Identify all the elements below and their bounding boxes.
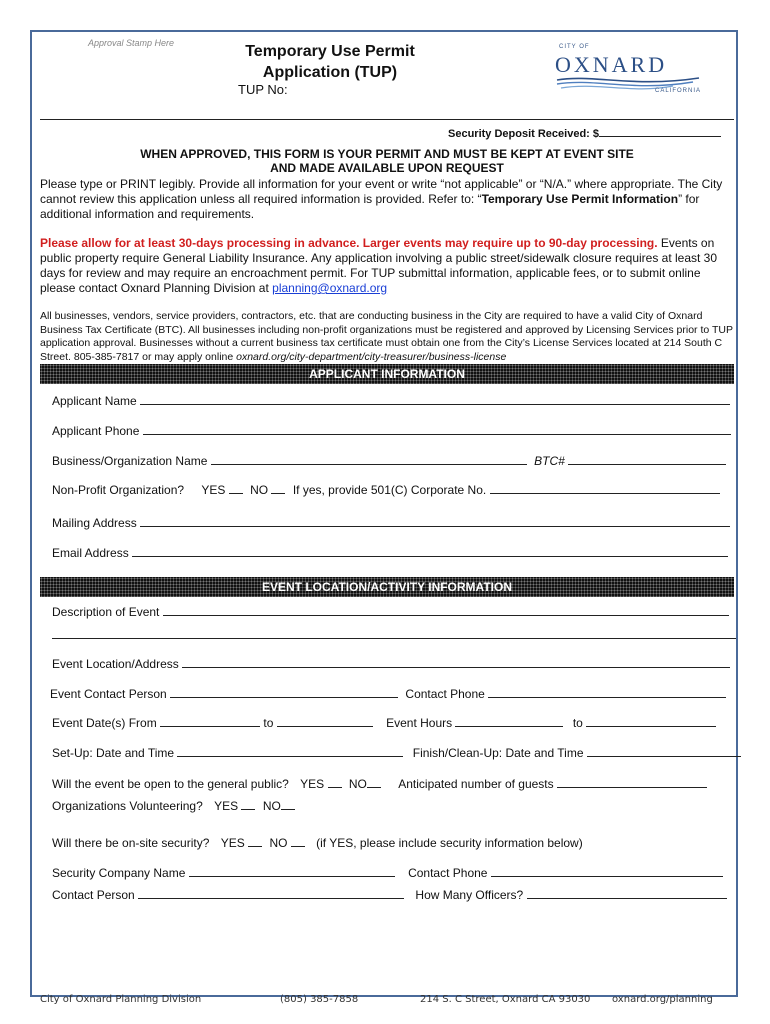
security-no-label: NO <box>269 836 288 850</box>
event-location-row <box>52 657 730 671</box>
corporate-number-label: If yes, provide 501(C) Corporate No. <box>292 483 487 497</box>
open-public-yes-label: YES <box>300 777 325 791</box>
applicant-name-label: Applicant Name <box>52 394 137 408</box>
event-hours-to-field[interactable] <box>586 716 716 727</box>
business-tax-paragraph <box>40 310 734 364</box>
btc-label: BTC# <box>534 454 565 468</box>
event-contact-phone-label: Contact Phone <box>405 687 485 701</box>
email-address-field[interactable] <box>132 546 728 557</box>
mailing-address-label: Mailing Address <box>52 516 137 530</box>
applicant-phone-row <box>52 424 731 438</box>
header-divider <box>40 119 734 120</box>
intro-reference: Temporary Use Permit Information <box>481 192 679 206</box>
guests-field[interactable] <box>557 777 707 788</box>
event-info-banner: EVENT LOCATION/ACTIVITY INFORMATION <box>40 577 734 597</box>
approval-stamp-label: Approval Stamp Here <box>88 38 175 48</box>
event-description-label: Description of Event <box>52 605 160 619</box>
email-address-label: Email Address <box>52 546 129 560</box>
processing-text: Events on public property require General Liability Insurance. Any application involving a public street/sidewalk closure requires at least 30 days for review and may require an encroachment permit. For TUP submittal information, applicable fees, or to submit online please contact Oxnard Planning Division at <box>40 236 718 295</box>
event-location-label: Event Location/Address <box>52 657 179 671</box>
applicant-phone-label: Applicant Phone <box>52 424 140 438</box>
organization-field[interactable] <box>211 454 527 465</box>
event-location-field[interactable] <box>182 657 730 668</box>
intro-text-b: ” for additional information and requirements. <box>40 192 700 221</box>
volunteering-no-label: NO <box>262 799 281 813</box>
email-address-row <box>52 546 728 560</box>
nonprofit-yes-label: YES <box>201 483 226 497</box>
footer-organization: City of Oxnard Planning Division <box>40 994 202 1005</box>
event-hours-label: Event Hours <box>386 716 453 730</box>
event-date-to-field[interactable] <box>277 716 373 727</box>
event-hours-to-label: to <box>572 716 583 730</box>
volunteering-yes-label: YES <box>214 799 239 813</box>
planning-email-link[interactable]: planning@oxnard.org <box>272 281 388 295</box>
security-company-row <box>52 866 723 880</box>
security-deposit-field[interactable] <box>448 126 721 140</box>
security-contact-phone-field[interactable] <box>491 866 723 877</box>
security-company-label: Security Company Name <box>52 866 186 880</box>
open-public-no-label: NO <box>348 777 367 791</box>
event-contact-row <box>50 687 726 701</box>
security-contact-phone-label: Contact Phone <box>408 866 488 880</box>
tup-number-label: TUP No: <box>238 82 288 97</box>
event-hours-from-field[interactable] <box>455 716 563 727</box>
security-no-field[interactable] <box>291 836 305 847</box>
nonprofit-no-field[interactable] <box>271 483 285 494</box>
security-note: (if YES, please include security information below) <box>316 836 583 850</box>
title-line-1: Temporary Use Permit <box>245 43 415 60</box>
event-date-from-field[interactable] <box>160 716 260 727</box>
event-dates-from-label: Event Date(s) From <box>52 716 157 730</box>
security-yes-label: YES <box>220 836 245 850</box>
nonprofit-label: Non-Profit Organization? <box>52 483 185 497</box>
intro-paragraph <box>40 177 734 222</box>
open-public-yes-field[interactable] <box>328 777 342 788</box>
footer-address: 214 S. C Street, Oxnard CA 93030 <box>420 994 591 1005</box>
officers-label: How Many Officers? <box>415 888 524 902</box>
setup-row <box>52 746 741 760</box>
organization-label: Business/Organization Name <box>52 454 208 468</box>
open-public-no-field[interactable] <box>367 777 381 788</box>
oxnard-logo <box>553 44 703 104</box>
business-license-link[interactable]: oxnard.org/city-department/city-treasurer/business-license <box>236 350 507 363</box>
setup-label: Set-Up: Date and Time <box>52 746 175 760</box>
organization-row <box>52 454 726 468</box>
logo-name: OXNARD <box>555 52 668 77</box>
intro-text-a: Please type or PRINT legibly. Provide all information for your event or write “not applicable” or “N/A.” where appropriate. The City cannot review this application unless all required information is provided. Refer to: “ <box>40 177 723 206</box>
business-tax-text: All businesses, vendors, service providers, contractors, etc. that are conducting business in the City are required to have a valid City of Oxnard Business Tax Certificate (BTC). All businesses including non-profit organizations must be registered and approved by Licensing Services prior to TUP application approval. Businesses without a current business tax certificate must obtain one from the City’s License Services located at 214 South C Street. 805-385-7817 or may apply online <box>40 310 733 363</box>
open-public-label: Will the event be open to the general public? <box>52 777 289 791</box>
processing-paragraph <box>40 236 734 296</box>
security-question-row <box>52 836 583 850</box>
finish-field[interactable] <box>587 746 741 757</box>
volunteering-label: Organizations Volunteering? <box>52 799 203 813</box>
security-contact-person-label: Contact Person <box>52 888 135 902</box>
nonprofit-row <box>52 483 720 497</box>
event-contact-person-label: Event Contact Person <box>50 687 167 701</box>
volunteering-no-field[interactable] <box>281 799 295 810</box>
permit-warning <box>40 147 734 175</box>
volunteering-yes-field[interactable] <box>241 799 255 810</box>
finish-label: Finish/Clean-Up: Date and Time <box>412 746 584 760</box>
applicant-phone-field[interactable] <box>143 424 731 435</box>
security-contact-person-field[interactable] <box>138 888 404 899</box>
open-public-row <box>52 777 707 791</box>
logo-city-of: CITY OF <box>559 44 590 50</box>
event-description-row-2 <box>52 628 736 642</box>
corporate-number-field[interactable] <box>490 483 720 494</box>
event-contact-person-field[interactable] <box>170 687 398 698</box>
event-dates-row <box>52 716 716 730</box>
officers-field[interactable] <box>527 888 727 899</box>
event-contact-phone-field[interactable] <box>488 687 726 698</box>
event-date-to-label: to <box>263 716 274 730</box>
logo-state: CALIFORNIA <box>655 88 702 94</box>
processing-warning: Please allow for at least 30-days processing in advance. Larger events may require up to 90-day processing. <box>40 236 658 250</box>
event-description-field-2[interactable] <box>52 628 736 639</box>
mailing-address-row <box>52 516 730 530</box>
page-title <box>210 41 450 83</box>
title-line-2: Application (TUP) <box>262 64 398 81</box>
btc-field[interactable] <box>568 454 726 465</box>
security-deposit-label: Security Deposit Received: $ <box>448 128 600 140</box>
applicant-info-banner: APPLICANT INFORMATION <box>40 364 734 384</box>
security-contact-row <box>52 888 727 902</box>
guests-label: Anticipated number of guests <box>398 777 554 791</box>
event-description-row <box>52 605 729 619</box>
applicant-name-row <box>52 394 730 408</box>
nonprofit-yes-field[interactable] <box>229 483 243 494</box>
security-deposit-line[interactable] <box>599 126 721 137</box>
permit-warning-line-2: AND MADE AVAILABLE UPON REQUEST <box>270 161 504 175</box>
footer-phone: (805) 385-7858 <box>280 994 359 1005</box>
event-description-field[interactable] <box>163 605 729 616</box>
volunteering-row <box>52 799 295 813</box>
page-border <box>30 30 738 997</box>
permit-warning-line-1: WHEN APPROVED, THIS FORM IS YOUR PERMIT AND MUST BE KEPT AT EVENT SITE <box>140 147 634 161</box>
applicant-name-field[interactable] <box>140 394 730 405</box>
security-company-field[interactable] <box>189 866 395 877</box>
mailing-address-field[interactable] <box>140 516 730 527</box>
security-yes-field[interactable] <box>248 836 262 847</box>
footer-website[interactable]: oxnard.org/planning <box>612 994 713 1005</box>
security-question-label: Will there be on-site security? <box>52 836 210 850</box>
setup-field[interactable] <box>177 746 403 757</box>
nonprofit-no-label: NO <box>250 483 269 497</box>
